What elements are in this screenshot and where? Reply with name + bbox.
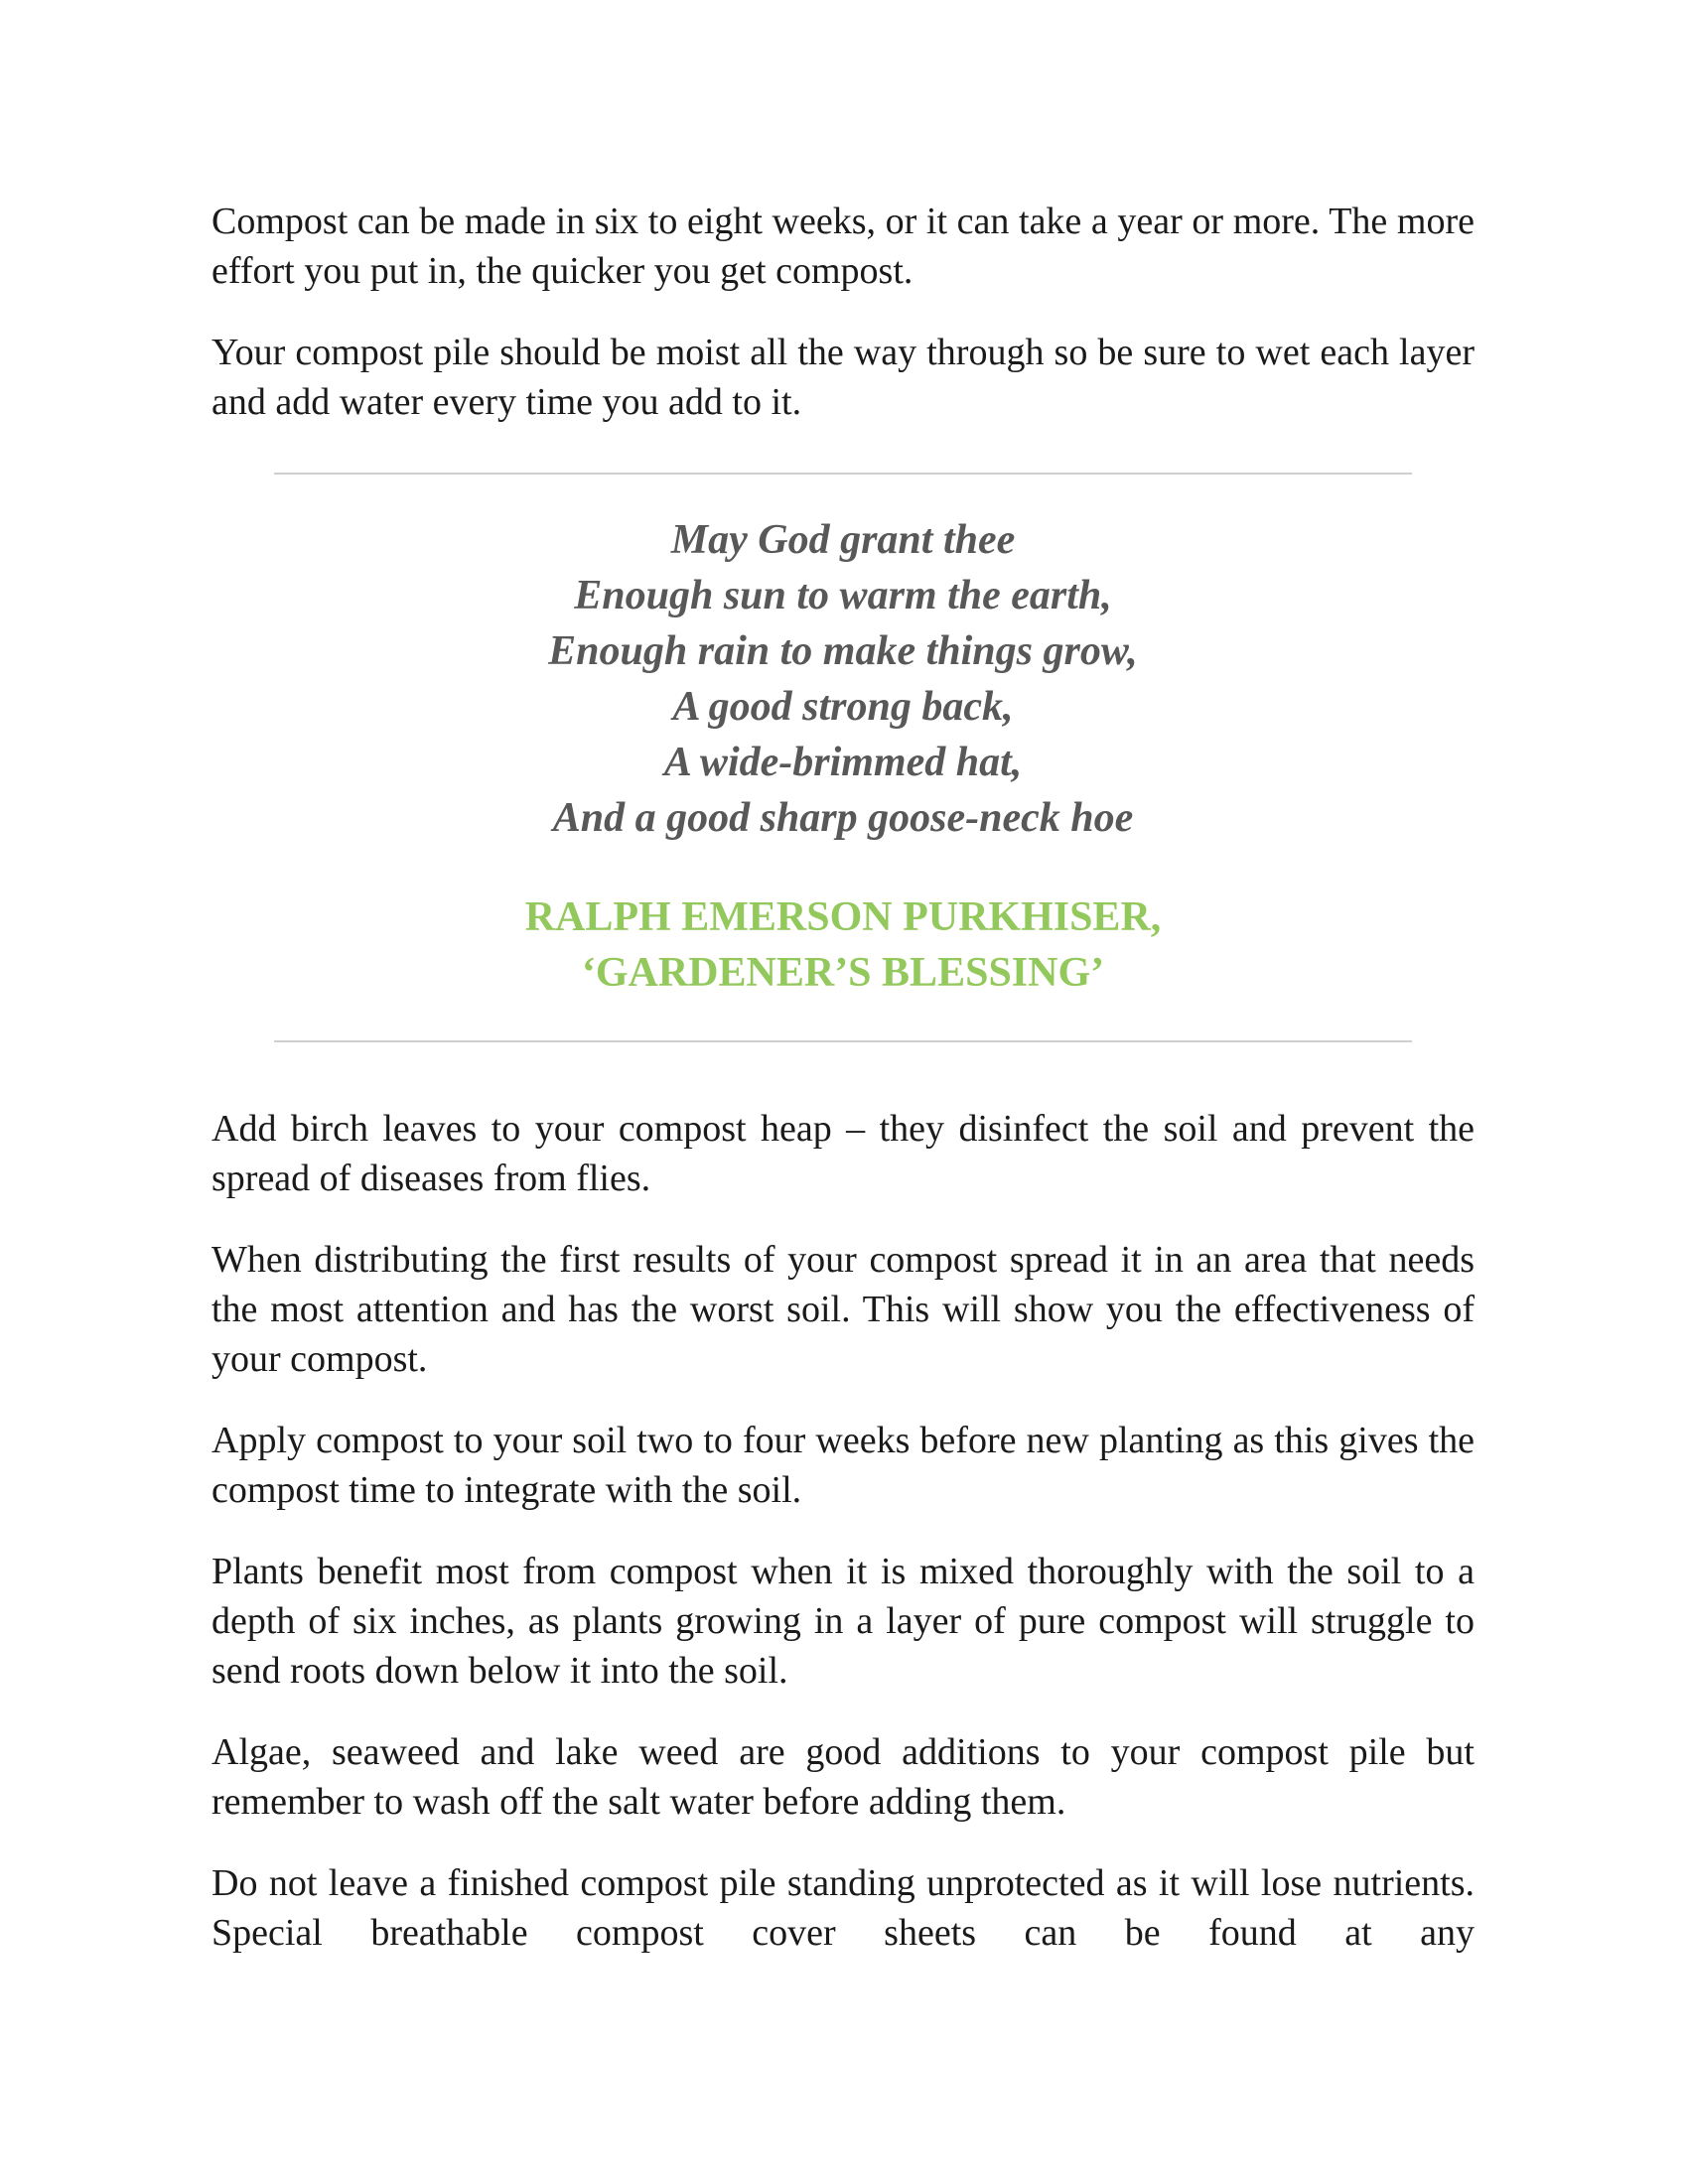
quote-line: A good strong back, (672, 684, 1014, 730)
quote-line: And a good sharp goose-neck hoe (552, 795, 1134, 841)
quote-line: Enough sun to warm the earth, (574, 573, 1112, 618)
paragraph: When distributing the first results of your compost spread it in an area that needs the most attention and has the worst soil. This will show you the effectiveness of your compost. (211, 1239, 1475, 1380)
paragraph: Algae, seaweed and lake weed are good additions to your compost pile but remember to wash off the salt water before adding them. (211, 1731, 1475, 1823)
paragraph: Apply compost to your soil two to four weeks before new planting as this gives the compost time to integrate with the soil. (211, 1420, 1475, 1511)
quote-top-divider (274, 473, 1412, 475)
quote-attribution: RALPH EMERSON PURKHISER, ‘GARDENER’S BLESSING’ (524, 894, 1162, 996)
paragraph: Do not leave a finished compost pile standing unprotected as it will lose nutrients. Special breathable compost cover sheets can be found at any (211, 1862, 1475, 1954)
quote-line: May God grant thee (670, 517, 1016, 563)
pull-quote (211, 512, 1475, 846)
paragraph: Compost can be made in six to eight weeks, or it can take a year or more. The more effort you put in, the quicker you get compost. (211, 201, 1475, 292)
document-page (211, 197, 1475, 1989)
paragraph: Add birch leaves to your compost heap – they disinfect the soil and prevent the spread of diseases from flies. (211, 1108, 1475, 1199)
quote-line: A wide-brimmed hat, (663, 740, 1023, 785)
paragraph: Your compost pile should be moist all the way through so be sure to wet each layer and add water every time you add to it. (211, 332, 1475, 423)
paragraph: Plants benefit most from compost when it is mixed thoroughly with the soil to a depth of six inches, as plants growing in a layer of pure compost will struggle to send roots down below it into the soil. (211, 1551, 1475, 1692)
quote-line: Enough rain to make things grow, (548, 628, 1138, 674)
quote-bottom-divider (274, 1040, 1412, 1042)
